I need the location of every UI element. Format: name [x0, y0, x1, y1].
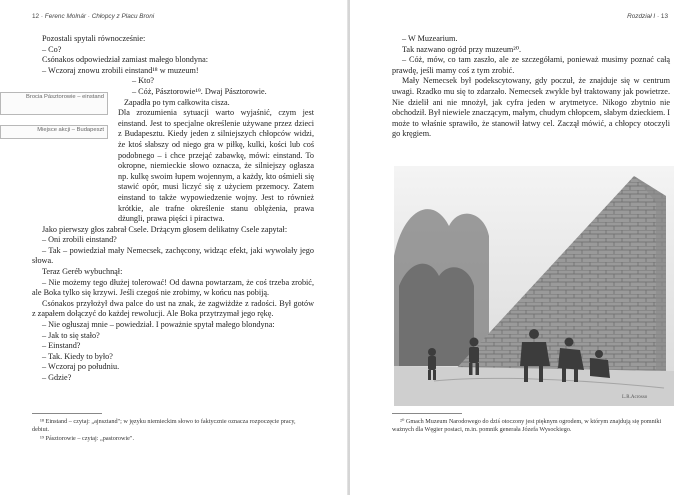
paragraph: Teraz Geréb wybuchnął: — [42, 267, 123, 277]
paragraph: Csónakos odpowiedział zamiast małego blondyna: — [42, 55, 208, 65]
footnote: ¹⁸ Einstand – czytaj: „ajnsztand"; w języku niemieckim słowo to faktycznie oznacza rozpoczęcie pracy, debiut. — [32, 418, 296, 433]
footnote-rule — [32, 413, 102, 414]
dialogue-line: – Oni zrobili einstand? — [42, 235, 117, 245]
boys-by-brick-wall-illustration — [394, 166, 674, 406]
paragraph: Zapadła po tym całkowita cisza. — [124, 97, 230, 107]
book-title: Chłopcy z Placu Broni — [91, 13, 155, 20]
dialogue-line: – W Muzearium. — [402, 34, 458, 43]
page-number-right: 13 — [660, 13, 668, 20]
dialogue-line: – Nie możemy tego dłużej tolerować! Od dawna powtarzam, że coś trzeba zrobić, ale Boka tylko się krzywi. Jeśli czegoś nie zrobimy, w końcu nas pobiją. — [32, 277, 314, 298]
body-text-left — [32, 34, 314, 384]
paragraph: Tak nazwano ogród przy muzeum²⁰. — [402, 44, 522, 54]
footnote: ²⁰ Gmach Muzeum Narodowego do dziś otoczony jest pięknym ogrodem, w którym znajdują się pomniki ważnych dla Węgier postaci, m.in. pomnik generała Józefa Wysockiego. — [392, 418, 662, 433]
dialogue-line: – Cóż, Pásztorowie¹⁹. Dwaj Pásztorowie. — [132, 86, 267, 96]
dialogue-line: – Tak. Kiedy to było? — [42, 351, 113, 361]
dialogue-line: – Nie ogłuszaj mnie – powiedział. I poważnie spytał małego blondyna: — [42, 320, 275, 330]
paragraph: Dla zrozumienia sytuacji warto wyjaśnić, czym jest einstand. Jest to specjalne określenie używane przez dzieci z Budapesztu. Kiedy jeden z silniejszych chłopców widzi, że ktoś słabszy od niego gra w piłkę, kulki, kości lub coś podobnego – i chce przejąć zabawkę, mówi: einstand. To okropne, niemieckie słowo oznacza, że silniejszy ogłasza np. kulkę swoim łupem wojennym, a każdy, kto ośmieli się stawić opór, musi liczyć się z użyciem przemocy. Zatem einstand to także wypowiedzenie wojny. Jest to również krótkie, ale trafne określenie stanu oblężenia, prawa dżungli, prawa pięści i piractwa. — [118, 108, 314, 224]
paragraph: Jako pierwszy głos zabrał Csele. Drżącym głosem delikatny Csele zapytał: — [42, 224, 288, 234]
footnotes-left — [32, 418, 314, 444]
dialogue-line: – Wczoraj po południu. — [42, 362, 120, 372]
chapter-title: Rozdział I — [627, 13, 656, 20]
page-number-left: 12 — [32, 13, 40, 20]
dialogue-line: – Kto? — [132, 76, 155, 86]
footnotes-right — [392, 418, 672, 435]
right-page — [350, 0, 700, 495]
dialogue-line: – Co? — [42, 44, 62, 54]
left-page — [0, 0, 348, 495]
footnote: ¹⁹ Pásztorowie – czytaj: „pastorowie". — [40, 435, 134, 442]
dialogue-line: – Cóż, mów, co tam zaszło, ale ze szczegółami, ponieważ musimy poznać całą prawdę, jeśli mamy coś z tym zrobić. — [392, 55, 670, 75]
paragraph: Mały Nemecsek był podekscytowany, gdy poczuł, że znajduje się w centrum uwagi. Rzadko mu się to zdarzało. Nemecsek zwykle był traktowany jak powietrze. Nie dzielił ani nie mnożył, jak cyfra jeden w arytmetyce. Nikogo zbytnio nie obchodził. Był niewiele znaczącym, małym, chudym chłopcem, słabym dzieckiem. I może to właśnie sprawiło, że stanowił łatwy cel. Zaczął mówić, a chłopcy otoczyli go kręgiem. — [392, 76, 670, 139]
margin-gloss-box: Miejsce akcji – Budapeszt — [0, 125, 108, 139]
running-header-right: Rozdział I · 13 — [627, 13, 668, 20]
dialogue-line: – Gdzie? — [42, 373, 72, 382]
running-header-left: 12 · Ferenc Molnár · Chłopcy z Placu Broni — [32, 13, 155, 20]
illustration-signature: L.R.Acrosso — [622, 395, 648, 400]
margin-gloss-box: Brocia Pásztorowie – einstand — [0, 92, 108, 115]
dialogue-line: – Tak – powiedział mały Nemecsek, zachęcony, widząc efekt, jaki wywołały jego słowa. — [32, 245, 314, 266]
dialogue-line: – Einstand? — [42, 341, 81, 351]
paragraph: Csónakos przyłożył dwa palce do ust na znak, że zagwiżdże z radości. Był gotów z zapałem dołączyć do każdej rewolucji. Ale Boka przytrzymał jego rękę. — [32, 298, 314, 319]
body-text-right — [392, 34, 670, 140]
dialogue-line: – Wczoraj znowu zrobili einstand¹⁸ w muzeum! — [42, 65, 199, 75]
dialogue-line: – Jak to się stało? — [42, 330, 100, 340]
paragraph: Pozostali spytali równocześnie: — [42, 34, 146, 43]
author-name: Ferenc Molnár — [44, 13, 86, 20]
footnote-rule — [392, 413, 462, 414]
